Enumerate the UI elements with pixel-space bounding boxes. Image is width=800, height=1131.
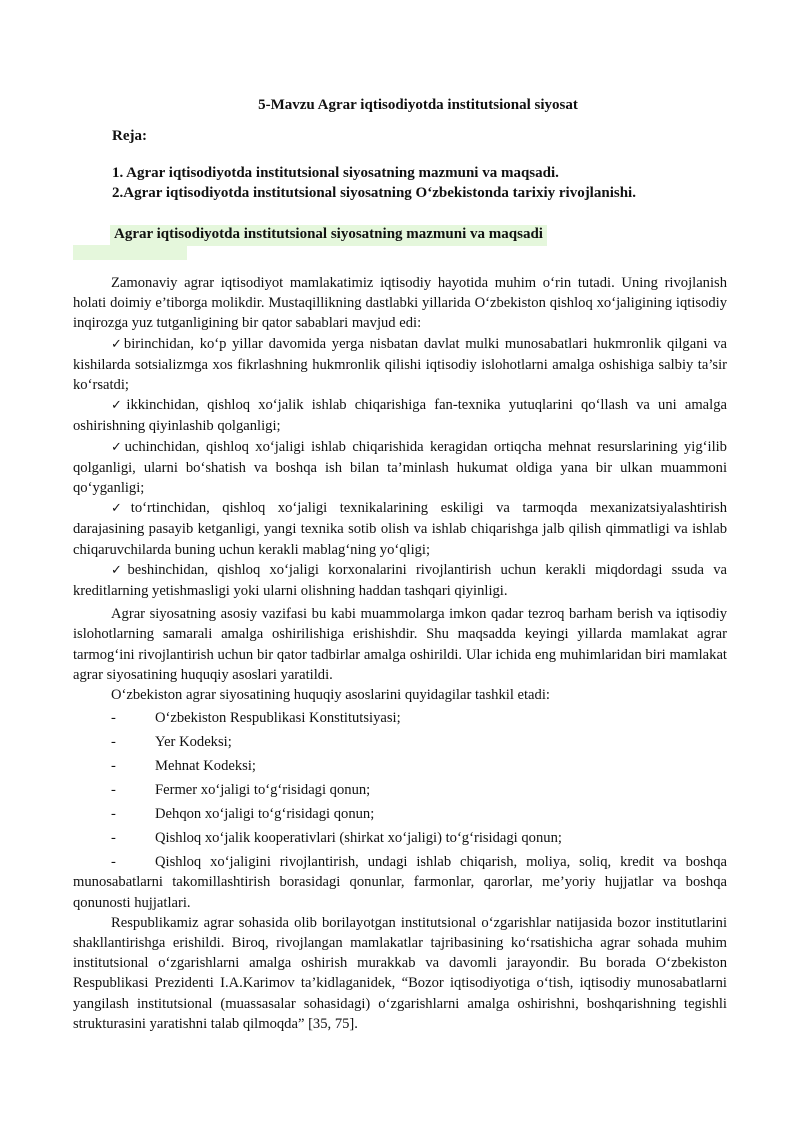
legal-basis-text: Qishloq xo‘jalik kooperativlari (shirkat xo‘jaligi) to‘g‘risidagi qonun; xyxy=(155,830,562,847)
highlight-bar xyxy=(73,245,187,260)
legal-basis-item xyxy=(73,780,727,800)
section-heading: Agrar iqtisodiyotda institutsional siyosatning mazmuni va maqsadi xyxy=(110,225,547,246)
plan-label: Reja: xyxy=(112,128,147,144)
dash-marker: - xyxy=(111,758,116,775)
paragraph-final: Respublikamiz agrar sohasida olib borilayotgan institutsional o‘zgarishlar natijasida bozor institutlarini shakllantirishga erishildi. Biroq, rivojlangan mamlakatlar tajribasining ko‘rsatishicha agrar sohada muhim institutsional o‘zgarishlarni amalga oshirish murakkab va davomli jarayondir. Bu borada O‘zbekiston Respublikasi Prezidenti I.A.Karimov ta’kidlaganidek, “Bozor iqtisodiyotiga o‘tish, iqtisodiy munosabatlarni yangilash institutsional (muassasalar sohasidagi) o‘zgarishlarni amalga oshirishni, boshqarishning tegishli strukturasini yaratishni talab qilmoqda” [35, 75]. xyxy=(73,914,727,1032)
paragraph-task: Agrar siyosatning asosiy vazifasi bu kabi muammolarga imkon qadar tezroq barham berish va iqtisodiy islohotlarning samarali amalga oshirilishiga erishishdir. Shu maqsadda keyingi yillarda mamlakat agrar tarmog‘ini rivojlantirish uchun bir qator tadbirlar amalga oshirildi. Ular ichida eng muhimlaridan biri mamlakat agrar siyosatining huquqiy asoslari yaratildi. xyxy=(73,606,727,683)
legal-basis-text: Dehqon xo‘jaligi to‘g‘risidagi qonun; xyxy=(155,806,375,823)
document-title: 5-Mavzu Agrar iqtisodiyotda institutsional siyosat xyxy=(258,97,578,113)
check-icon: ✓ xyxy=(111,562,128,578)
reason-text: to‘rtinchidan, qishloq xo‘jaligi texnikalarining eskiligi va tarmoqda mexanizatsiyalashtirish darajasining pasayib ketganligi, yangi texnika sotib olish va ishlab chiqarishga jalb qilish qimmatligi va ishlab chiqaruvchilarda buning uchun kerakli mablag‘ning yo‘qligi; xyxy=(73,500,727,558)
reason-text: beshinchidan, qishloq xo‘jaligi korxonalarini rivojlantirish uchun kerakli miqdordagi ssuda va kreditlarning yetishmasligi yoki ularni olishning haddan tashqari qiyinligi. xyxy=(73,561,727,600)
paragraph-intro: Zamonaviy agrar iqtisodiyot mamlakatimiz iqtisodiy hayotida muhim o‘rin tutadi. Uning rivojlanish holati doimiy e’tiborga molikdir. Mustaqillikning dastlabki yillarida O‘zbekiston qishloq xo‘jaligining iqtisodiy inqirozga yuz tutganligining bir qator sabablari mavjud edi: xyxy=(73,275,727,332)
plan-list xyxy=(112,163,636,203)
dash-marker: - xyxy=(111,710,116,727)
legal-basis-text: Yer Kodeksi; xyxy=(155,734,232,751)
plan-item: 2.Agrar iqtisodiyotda institutsional siyosatning O‘zbekistonda tarixiy rivojlanishi. xyxy=(112,185,636,201)
legal-basis-text: Fermer xo‘jaligi to‘g‘risidagi qonun; xyxy=(155,782,371,799)
dash-marker: - xyxy=(111,734,116,751)
legal-basis-item xyxy=(73,756,727,776)
legal-basis-item xyxy=(73,708,727,728)
dash-marker: - xyxy=(111,806,116,823)
legal-basis-last xyxy=(73,852,727,913)
legal-basis-item xyxy=(73,804,727,824)
reason-item xyxy=(73,334,727,396)
legal-basis-text: Qishloq xo‘jaligini rivojlantirish, undagi ishlab chiqarish, moliya, soliq, kredit va boshqa munosabatlarni takomillashtirish borasidagi qonunlar, farmonlar, qarorlar, me’yoriy hujjatlar va boshqa qonunosti hujjatlari. xyxy=(73,854,727,911)
dash-marker: - xyxy=(111,830,116,847)
document-body xyxy=(73,273,727,1034)
check-icon: ✓ xyxy=(111,398,127,414)
legal-basis-item xyxy=(73,732,727,752)
check-icon: ✓ xyxy=(111,336,124,352)
reason-item xyxy=(73,395,727,436)
reason-text: birinchidan, ko‘p yillar davomida yerga nisbatan davlat mulki munosabatlari hukmronlik qilgani va kishilarda sotsializmga xos fikrlashning hukmronlik qilishi iqtisodiy islohotlarni amalga oshishiga salbiy ta’sir ko‘rsatdi; xyxy=(73,335,727,394)
reason-item xyxy=(73,498,727,560)
check-icon: ✓ xyxy=(111,501,131,517)
legal-basis-item xyxy=(73,828,727,848)
paragraph-legal-intro: O‘zbekiston agrar siyosatining huquqiy asoslarini quyidagilar tashkil etadi: xyxy=(111,687,550,704)
legal-basis-text: Mehnat Kodeksi; xyxy=(155,758,256,775)
reason-item xyxy=(73,437,727,499)
dash-marker: - xyxy=(111,782,116,799)
plan-item: 1. Agrar iqtisodiyotda institutsional siyosatning mazmuni va maqsadi. xyxy=(112,165,559,181)
dash-marker: - xyxy=(111,854,116,871)
legal-basis-text: O‘zbekiston Respublikasi Konstitutsiyasi; xyxy=(155,710,401,727)
check-icon: ✓ xyxy=(111,439,125,455)
reason-text: uchinchidan, qishloq xo‘jaligi ishlab chiqarishida keragidan ortiqcha mehnat resurslarining yig‘ilib qolganligi, ularni bo‘shatish va boshqa ish bilan ta’minlash hukumat oldiga yana bir ulkan muammoni qo‘yganligi; xyxy=(73,438,727,497)
reason-item xyxy=(73,560,727,601)
reason-text: ikkinchidan, qishloq xo‘jalik ishlab chiqarishiga fan-texnika yutuqlarini qo‘llash va uni amalga oshirishning qiyinlashib qolganligi; xyxy=(73,397,727,435)
